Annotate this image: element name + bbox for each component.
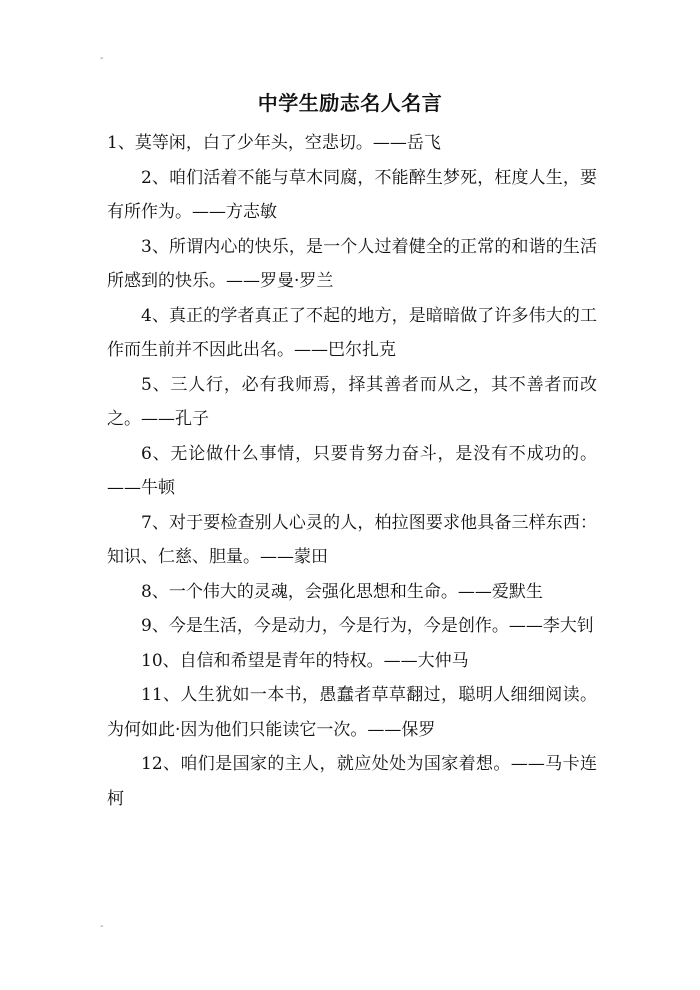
quote-item-3: 3、所谓内心的快乐，是一个人过着健全的正常的和谐的生活所感到的快乐。——罗曼·罗兰 — [107, 236, 597, 291]
page-corner-mark-top: - — [100, 53, 104, 64]
quote-item-11: 11、人生犹如一本书，愚蠢者草草翻过，聪明人细细阅读。为何如此·因为他们只能读它一次。——保罗 — [107, 685, 597, 740]
quote-item-7: 7、对于要检查别人心灵的人，柏拉图要求他具备三样东西：知识、仁慈、胆量。——蒙田 — [107, 512, 597, 567]
page-corner-mark-bottom: - — [100, 921, 104, 932]
document-title: 中学生励志名人名言 — [257, 91, 443, 115]
quote-item-5: 5、三人行，必有我师焉，择其善者而从之，其不善者而改之。——孔子 — [107, 374, 597, 429]
quote-item-4: 4、真正的学者真正了不起的地方，是暗暗做了许多伟大的工作而生前并不因此出名。——巴尔扎克 — [107, 305, 597, 360]
quote-item-6: 6、无论做什么事情，只要肯努力奋斗，是没有不成功的。——牛顿 — [107, 443, 597, 498]
quote-item-1: 1、莫等闲，白了少年头，空悲切。——岳飞 — [107, 133, 441, 153]
quote-item-10: 10、自信和希望是青年的特权。——大仲马 — [141, 650, 469, 671]
quote-item-2: 2、咱们活着不能与草木同腐，不能醉生梦死，枉度人生，要有所作为。——方志敏 — [107, 167, 597, 222]
quote-list — [107, 126, 597, 816]
quote-item-12: 12、咱们是国家的主人，就应处处为国家着想。——马卡连柯 — [107, 754, 597, 809]
quote-item-8: 8、一个伟大的灵魂，会强化思想和生命。——爱默生 — [141, 581, 543, 602]
quote-item-9: 9、今是生活，今是动力，今是行为，今是创作。——李大钊 — [141, 616, 594, 636]
